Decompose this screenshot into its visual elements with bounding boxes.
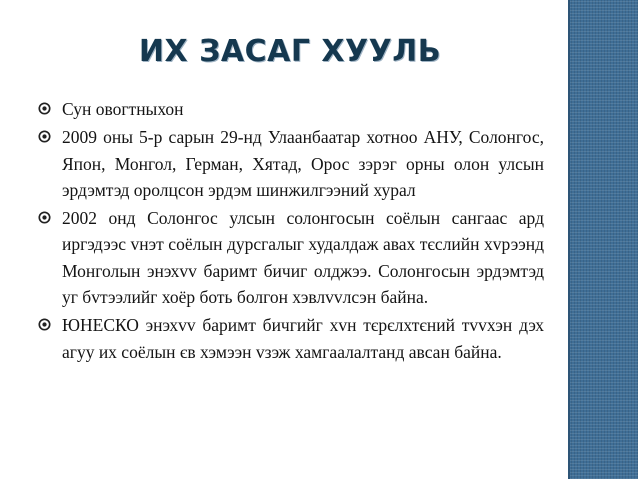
bullet-text: Сун овогтныхон [62, 99, 184, 119]
bullet-list [38, 96, 544, 367]
bullet-item [38, 124, 544, 203]
target-bullet-icon [38, 318, 51, 331]
bullet-text: 2002 онд Солонгос улсын солонгосын соёлын сангаас ард иргэдээс vнэт соёлын дурсгалыг худалдаж авах тєслийн хvрээнд Монголын энэхvv баримт бичиг олджээ. Солонгосын эрдэмтэд уг бvтээлийг хоёр боть болгон хэвлvvлсэн байна. [62, 208, 544, 308]
slide-title: ИХ ЗАСАГ ХУУЛЬ [138, 34, 442, 69]
target-bullet-icon [38, 102, 51, 115]
bullet-item [38, 205, 544, 310]
bullet-text: ЮНЕСКО энэхvv баримт бичгийг хvн тєрєлхтєний тvvхэн дэх агуу их соёлын єв хэмээн vзэж хамгаалалтанд авсан байна. [62, 315, 544, 362]
bullet-item [38, 96, 544, 122]
decorative-side-bar [568, 0, 638, 479]
target-bullet-icon [38, 211, 51, 224]
bullet-text: 2009 оны 5-р сарын 29-нд Улаанбаатар хотноо АНУ, Солонгос, Япон, Монгол, Герман, Хятад, Орос зэрэг орны олон улсын эрдэмтэд оролцсон эрдэм шинжилгээний хурал [62, 127, 544, 200]
bullet-item [38, 312, 544, 365]
target-bullet-icon [38, 130, 51, 143]
